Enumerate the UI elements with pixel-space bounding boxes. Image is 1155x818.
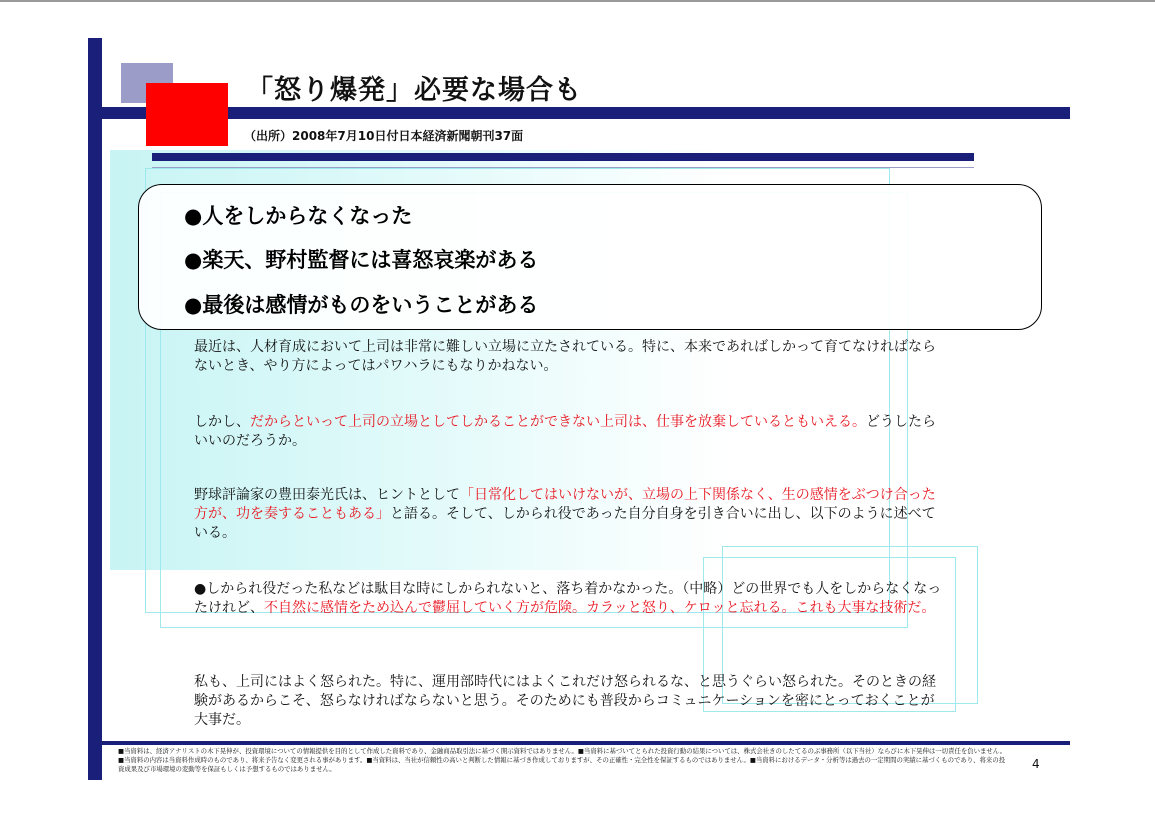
title-underline-bar bbox=[102, 107, 1070, 119]
paragraph-but bbox=[194, 413, 946, 451]
highlighted-quote: 「日常化してはいけないが、立場の上下関係なく、生の感情をぶつけ合った方が、功を奏することもある」 bbox=[194, 487, 936, 522]
source-underline-bar bbox=[152, 153, 974, 161]
callout-bullet: ●楽天、野村監督には喜怒哀楽がある bbox=[184, 248, 539, 272]
paragraph-text: 野球評論家の豊田泰光氏は、ヒントとして bbox=[194, 487, 460, 503]
red-square-decoration bbox=[146, 83, 228, 146]
disclaimer-text: ■当資料は、経済アナリストの木下晃伸が、投資環境についての情報提供を目的として作成した資料であり、金融商品取引法に基づく開示資料ではありません。■当資料に基づいてとられた投資行動の結果については、株式会社きのしたてるのぶ事務所（以下当社）ならびに木下晃伸は一切責任を負いません。■当資料の内容は当資料作成時のものであり、将来予告なく変更される事があります。■当資料は、当社が信頼性の高いと判断した情報に基づき作成しておりますが、その正確性・完全性を保証するものではありません。■当資料におけるデータ・分析等は過去の一定期間の実績に基づくものであり、将来の投資成果及び市場環境の変動等を保証もしくは予想するものではありません。 bbox=[118, 747, 1006, 773]
paragraph-intro: 最近は、人材育成において上司は非常に難しい立場に立たされている。特に、本来であればしかって育てなければならないとき、やり方によってはパワハラにもなりかねない。 bbox=[194, 339, 936, 374]
page-number: 4 bbox=[1032, 757, 1040, 771]
source-citation: （出所）2008年7月10日付日本経済新聞朝刊37面 bbox=[244, 129, 524, 143]
source-thin-line bbox=[152, 167, 974, 168]
top-divider bbox=[0, 0, 1155, 2]
highlighted-text: だからといって上司の立場としてしかることができない上司は、仕事を放棄しているともいえる。 bbox=[250, 414, 866, 430]
left-accent-bar bbox=[88, 38, 102, 780]
callout-bullet: ●人をしからなくなった bbox=[184, 204, 413, 228]
paragraph-toyoda bbox=[194, 486, 946, 543]
footer-bar bbox=[102, 741, 1070, 745]
paragraph-conclusion: 私も、上司にはよく怒られた。特に、運用部時代にはよくこれだけ怒られるな、と思うぐらい怒られた。そのときの経験があるからこそ、怒らなければならないと思う。そのためにも普段からコミュニケーションを密にとっておくことが大事だ。 bbox=[194, 674, 936, 728]
paragraph-text: どうしたらいいのだろうか。 bbox=[194, 414, 936, 449]
paragraph-text: ●しかられ役だった私などは駄目な時にしかられないと、落ち着かなかった。（中略）どの世界でも人をしからなくなったけれど、 bbox=[194, 581, 942, 616]
page-title: 「怒り爆発」必要な場合も bbox=[246, 75, 582, 106]
paragraph-text: と語る。そして、しかられ役であった自分自身を引き合いに出し、以下のように述べている。 bbox=[194, 506, 936, 541]
paragraph-quote bbox=[194, 580, 946, 618]
highlighted-text: 不自然に感情をため込んで鬱屈していく方が危険。カラッと怒り、ケロッと忘れる。これも大事な技術だ。 bbox=[264, 600, 936, 616]
paragraph-text: しかし、 bbox=[194, 414, 250, 430]
callout-bullet: ●最後は感情がものをいうことがある bbox=[184, 293, 539, 317]
